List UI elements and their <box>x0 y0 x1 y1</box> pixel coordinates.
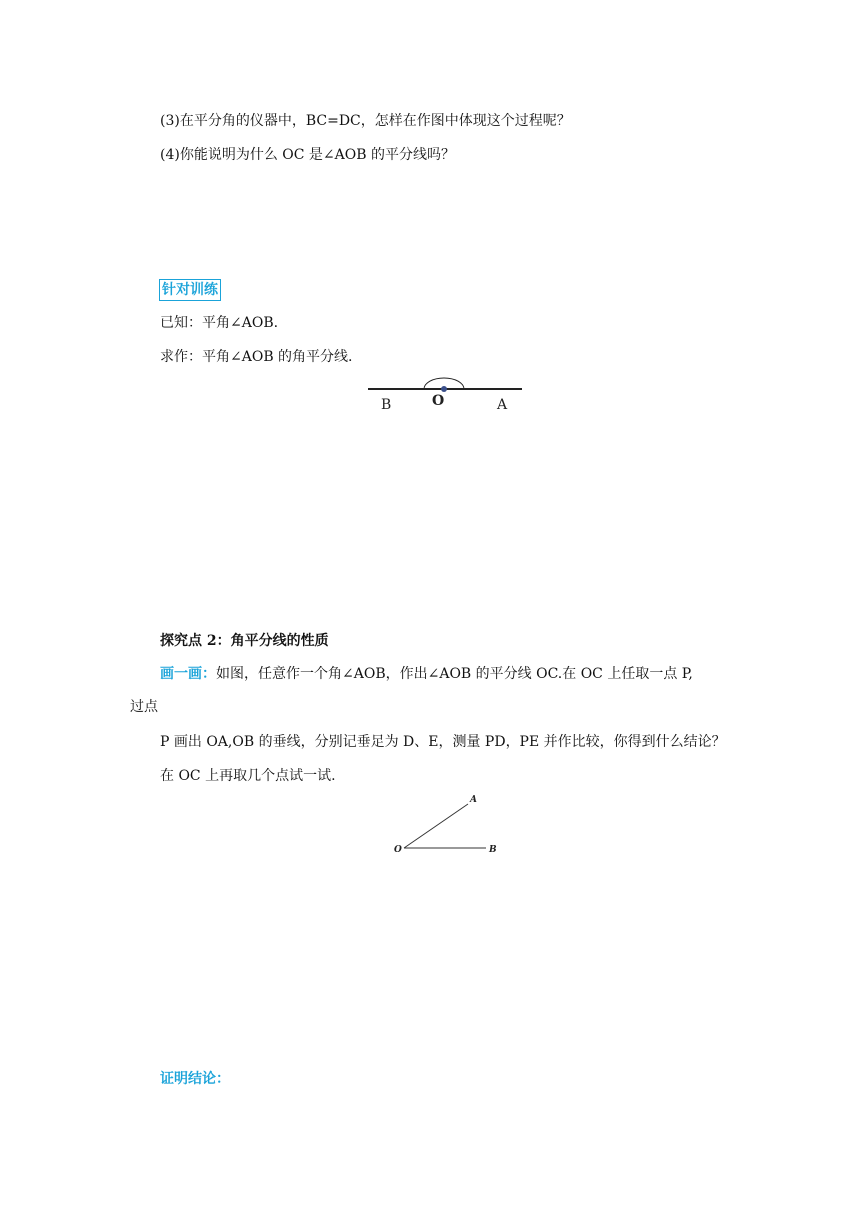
practice-construct: 求作：平角∠AOB 的角平分线. <box>160 349 353 365</box>
practice-label: 针对训练 <box>159 279 221 301</box>
question-4: (4)你能说明为什么 OC 是∠AOB 的平分线吗？ <box>160 147 455 163</box>
explore2-line3: P 画出 OA,OB 的垂线，分别记垂足为 D、E，测量 PD，PE 并作比较，你得到什么结论？ <box>160 734 726 750</box>
explore2-line2: 过点 <box>130 699 158 715</box>
explore2-heading: 探究点 2：角平分线的性质 <box>160 633 329 649</box>
vertex-o-point <box>441 386 447 392</box>
draw-label: 画一画： <box>160 666 216 682</box>
proof-label: 证明结论： <box>160 1071 230 1087</box>
ray-oa <box>404 804 468 848</box>
label-b: B <box>489 845 497 855</box>
question-3: (3)在平分角的仪器中，BC=DC，怎样在作图中体现这个过程呢？ <box>160 113 571 129</box>
label-o: O <box>432 393 445 409</box>
explore2-line1 <box>160 664 693 684</box>
label-a: A <box>470 795 477 805</box>
label-b: B <box>381 397 392 413</box>
explore2-text-1: 如图，任意作一个角∠AOB，作出∠AOB 的平分线 OC.在 OC 上任取一点 P, <box>216 666 693 682</box>
angle-aob-figure <box>390 792 510 862</box>
practice-given: 已知：平角∠AOB. <box>160 315 279 331</box>
explore2-line4: 在 OC 上再取几个点试一试. <box>160 768 336 784</box>
straight-angle-figure <box>362 376 532 416</box>
label-a: A <box>497 397 508 413</box>
label-o: O <box>394 845 402 855</box>
